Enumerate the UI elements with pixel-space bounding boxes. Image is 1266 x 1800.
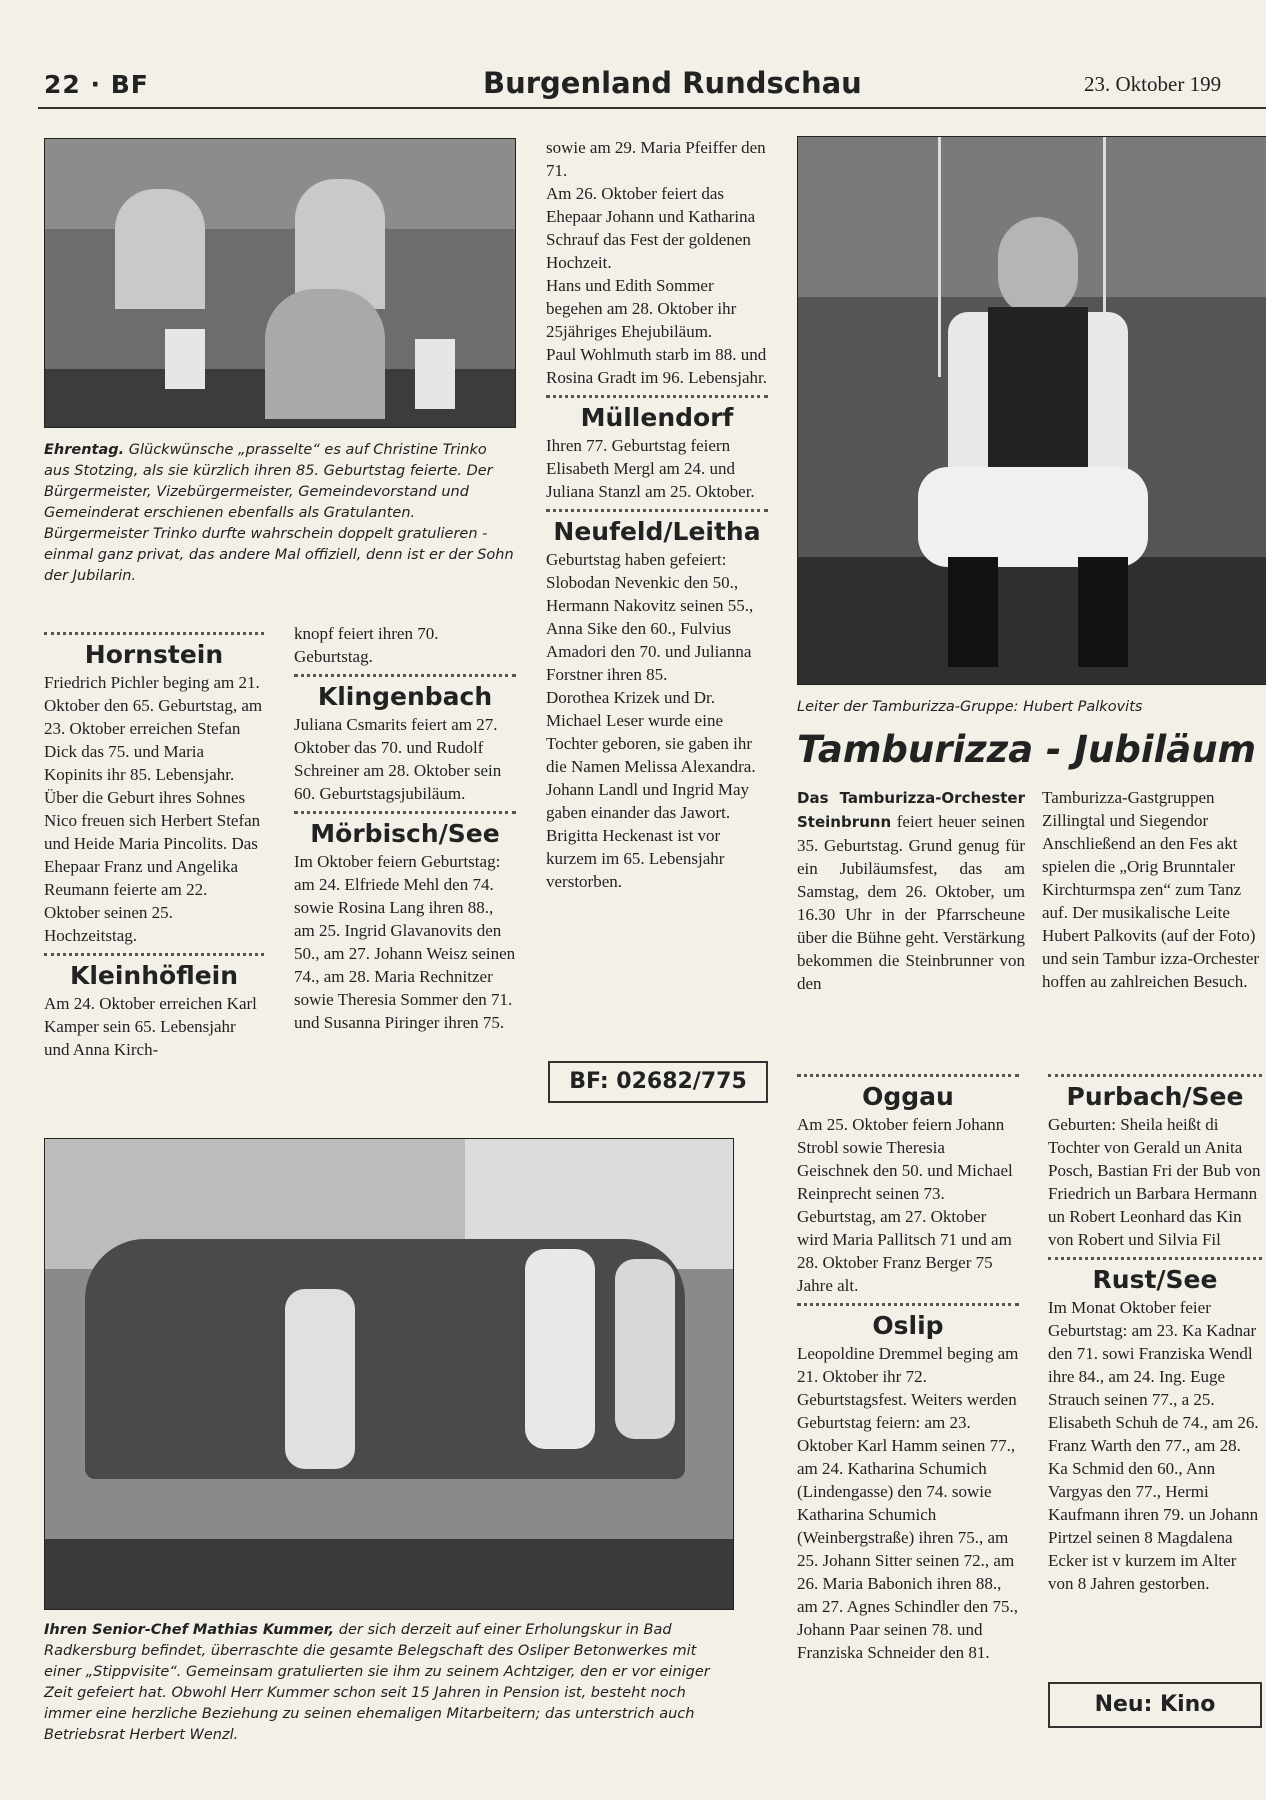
- separator: [294, 811, 516, 814]
- heading-muellendorf: Müllendorf: [580, 403, 734, 432]
- kino-box: Neu: Kino: [1048, 1682, 1262, 1728]
- separator: [44, 953, 264, 956]
- photo-belegschaft: [44, 1138, 734, 1610]
- heading-hornstein: Hornstein: [84, 640, 224, 669]
- tamburizza-col-1: [797, 786, 1025, 995]
- header-rule: [38, 107, 1266, 109]
- caption-lead: Ihren Senior-Chef Mathias Kummer,: [44, 1622, 335, 1638]
- text-cont-4: Paul Wohlmuth starb im 88. und Rosina Gradt im 96. Lebensjahr.: [546, 345, 767, 387]
- text-cont-2: Am 26. Oktober feiert das Ehepaar Johann und Katharina Schrauf das Fest der goldenen Hochzeit.: [546, 184, 756, 272]
- text-neufeld-4: Brigitta Heckenast ist vor kurzem im 65. Lebensjahr verstorben.: [546, 826, 725, 891]
- column-c: [546, 136, 768, 893]
- caption-text: der sich derzeit auf einer Erholungskur in Bad Radkersburg befindet, überraschte die gesamte Belegschaft des Osliper Betonwerkes mit einer „Stippvisite“. Gemeinsam gratulierten sie ihm zu seinem Achtziger, den er vor einiger Zeit gefeiert hat. Obwohl Herr Kummer schon seit 15 Jahren in Pension ist, besteht noch immer eine herzliche Beziehung zu seinen ehemaligen Mitarbeitern; das unterstrich auch Betriebsrat Herbert Wenzl.: [44, 1622, 710, 1743]
- text-purbach: Geburten: Sheila heißt di Tochter von Gerald un Anita Posch, Bastian Fri der Bub von Friedrich un Barbara Hermann un Robert Leonhard das Kin von Robert und Silvia Fil: [1048, 1115, 1261, 1249]
- separator: [546, 509, 768, 512]
- tamburizza-text-1: feiert heuer seinen 35. Geburtstag. Grund genug für ein Jubiläumsfest, das am Samstag, dem 26. Oktober, um 16.30 Uhr in der Pfarrscheune über die Bühne geht. Verstärkung bekommen die Steinbrunner von den: [797, 812, 1025, 993]
- separator: [44, 632, 264, 635]
- caption-lead: Ehrentag.: [44, 442, 125, 458]
- heading-neufeld: Neufeld/Leitha: [553, 517, 761, 546]
- text-muellendorf: Ihren 77. Geburtstag feiern Elisabeth Mergl am 24. und Juliana Stanzl am 25. Oktober.: [546, 436, 755, 501]
- text-continued: knopf feiert ihren 70. Geburtstag.: [294, 624, 439, 666]
- text-hornstein: Friedrich Pichler beging am 21. Oktober den 65. Geburtstag, am 23. Oktober erreichen Stefan Dick das 75. und Maria Kopinits ihr 85. Lebensjahr. Über die Geburt ihres Sohnes Nico freuen sich Herbert Stefan und Heide Maria Pincolits. Das Ehepaar Franz und Angelika Reumann feierte am 22. Oktober seinen 25. Hochzeitstag.: [44, 673, 263, 945]
- heading-purbach: Purbach/See: [1066, 1082, 1244, 1111]
- page-number: 22 · BF: [44, 70, 149, 99]
- tamburizza-col-2: [1042, 786, 1266, 1040]
- heading-oggau: Oggau: [862, 1082, 954, 1111]
- text-neufeld-3: Johann Landl und Ingrid May gaben einander das Jawort.: [546, 780, 750, 822]
- tamburizza-title: Tamburizza - Jubiläum: [797, 728, 1257, 771]
- newspaper-title: Burgenland Rundschau: [483, 66, 862, 100]
- separator: [1048, 1074, 1262, 1077]
- heading-moerbisch: Mörbisch/See: [310, 819, 500, 848]
- separator: [797, 1303, 1019, 1306]
- text-neufeld-2: Dorothea Krizek und Dr. Michael Leser wurde eine Tochter geboren, sie gaben ihr die Namen Melissa Alexandra.: [546, 688, 756, 776]
- caption-text: Glückwünsche „prasselte“ es auf Christine Trinko aus Stotzing, als sie kürzlich ihren 85. Geburtstag feierte. Der Bürgermeister, Vizebürgermeister, Gemeindevorstand und Gemeinderat erschienen ebenfalls als Gratulanten. Bürgermeister Trinko durfte wahrschein doppelt gratulieren - einmal ganz privat, das andere Mal offiziell, denn ist er der Sohn der Jubilarin.: [44, 442, 514, 584]
- photo-palkovits-caption: Leiter der Tamburizza-Gruppe: Hubert Palkovits: [797, 699, 1143, 715]
- separator: [797, 1074, 1019, 1077]
- photo-belegschaft-caption: [44, 1620, 732, 1746]
- text-moerbisch: Im Oktober feiern Geburtstag: am 24. Elfriede Mehl den 74. sowie Rosina Lang ihren 88., am 25. Ingrid Glavanovits den 50., am 27. Johann Weisz seinen 74., am 28. Maria Rechnitzer sowie Theresia Sommer den 71. und Susanna Piringer ihren 75.: [294, 852, 516, 1032]
- heading-rust: Rust/See: [1092, 1265, 1218, 1294]
- photo-ehrentag: [44, 138, 516, 428]
- separator: [546, 395, 768, 398]
- text-cont-1: sowie am 29. Maria Pfeiffer den 71.: [546, 138, 766, 180]
- text-neufeld-1: Geburtstag haben gefeiert: Slobodan Nevenkic den 50., Hermann Nakovitz seinen 55., Anna Sike den 60., Fulvius Amadori den 70. und Julianna Forstner ihren 85.: [546, 550, 754, 684]
- separator: [294, 674, 516, 677]
- text-rust: Im Monat Oktober feier Geburtstag: am 23. Ka Kadnar den 71. sowi Franziska Wendl ihre 84., am 24. Ing. Euge Strauch seinen 77., a 25. Elisabeth Schuh de 74., am 26. Franz Warth den 77., am 28. Ka Schmid den 60., Ann Vargyas den 77., Hermi Kaufmann ihren 79. un Johann Pirtzel seinen 8 Magdalena Ecker ist v kurzem im Alter von 8 Jahren gestorben.: [1048, 1298, 1259, 1593]
- photo-ehrentag-caption: [44, 440, 514, 587]
- heading-klingenbach: Klingenbach: [317, 682, 493, 711]
- issue-date: 23. Oktober 199: [1084, 72, 1222, 96]
- text-oggau: Am 25. Oktober feiern Johann Strobl sowie Theresia Geischnek den 50. und Michael Reinprecht seinen 73. Geburtstag, am 27. Oktober wird Maria Pallitsch 71 und am 28. Oktober Franz Berger 75 Jahre alt.: [797, 1115, 1013, 1295]
- text-cont-3: Hans und Edith Sommer begehen am 28. Oktober ihr 25jähriges Ehejubiläum.: [546, 276, 737, 341]
- heading-kleinhoeflein: Kleinhöflein: [69, 961, 239, 990]
- bf-phone-box: BF: 02682/775: [548, 1061, 768, 1103]
- column-b: [294, 622, 516, 1034]
- separator: [1048, 1257, 1262, 1260]
- text-kleinhoeflein: Am 24. Oktober erreichen Karl Kamper sein 65. Lebensjahr und Anna Kirch-: [44, 994, 257, 1059]
- tamburizza-lead: Das Tamburizza-Orchester Steinbrunn: [797, 789, 1025, 831]
- column-f: [1048, 1068, 1262, 1708]
- heading-oslip: Oslip: [872, 1311, 944, 1340]
- text-klingenbach: Juliana Csmarits feiert am 27. Oktober das 70. und Rudolf Schreiner am 28. Oktober sein 60. Geburtstagsjubiläum.: [294, 715, 502, 803]
- column-e: [797, 1068, 1019, 1664]
- tamburizza-text-2: Tamburizza-Gastgruppen Zillingtal und Siegendor Anschließend an den Fes akt spielen die „Orig Brunntaler Kirchturmspa zen“ zum Tanz auf. Der musikalische Leite Hubert Palkovits (auf der Foto) und sein Tambur izza-Orchester hoffen au zahlreichen Besuch.: [1042, 788, 1260, 991]
- text-oslip: Leopoldine Dremmel beging am 21. Oktober ihr 72. Geburtstagsfest. Weiters werden Geburtstag feiern: am 23. Oktober Karl Hamm seinen 77., am 24. Katharina Schumich (Lindengasse) den 74. sowie Katharina Schumich (Weinbergstraße) ihren 75., am 25. Johann Sitter seinen 72., am 26. Maria Babonich ihren 88., am 27. Agnes Schindler den 75., Johann Paar seinen 78. und Franziska Schneider den 81.: [797, 1344, 1019, 1662]
- photo-palkovits: [797, 136, 1266, 685]
- column-a: [44, 626, 264, 1061]
